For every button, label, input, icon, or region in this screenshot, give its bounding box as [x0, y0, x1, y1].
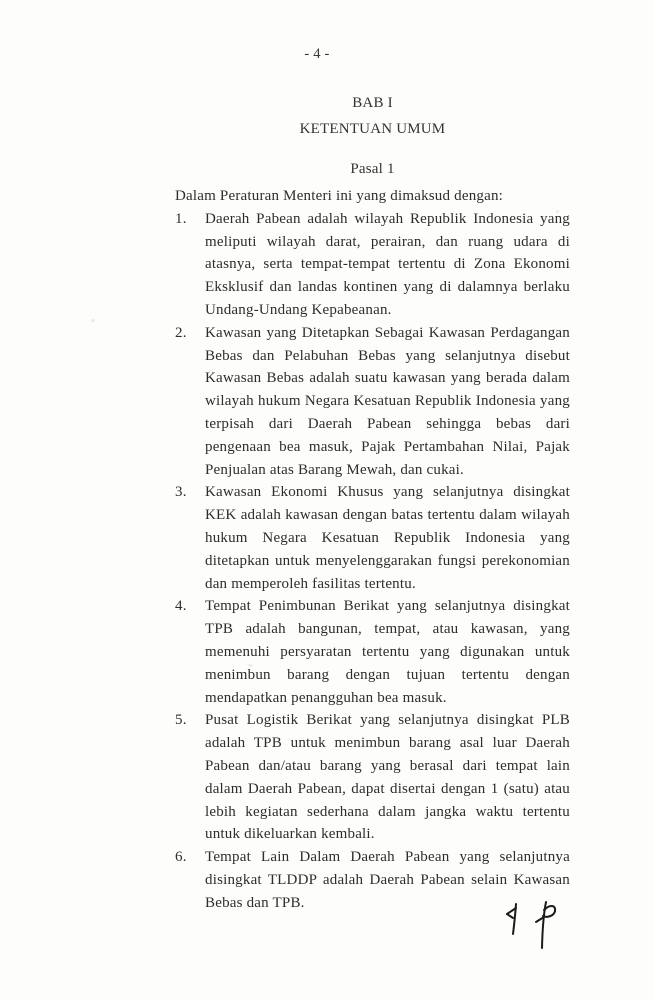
item-number: 5. [175, 712, 187, 729]
page-number: - 4 - [304, 46, 330, 62]
item-text: Kawasan yang Ditetapkan Sebagai Kawasan Perdagangan Bebas dan Pelabuhan Bebas yang selanjutnya disebut Kawasan Bebas adalah suatu kawasan yang berada dalam wilayah hukum Negara Kesatuan Republik Indonesia yang terpisah dari Daerah Pabean sehingga bebas dari pengenaan bea masuk, Pajak Pertambahan Nilai, Pajak Penjualan atas Barang Mewah, dan cukai. [205, 324, 570, 478]
scan-speck [91, 319, 95, 322]
item-text: Tempat Penimbunan Berikat yang selanjutnya disingkat TPB adalah bangunan, tempat, atau kawasan, yang memenuhi persyaratan tertentu yang digunakan untuk menimbun barang dengan tujuan tertentu dengan mendapatkan penangguhan bea masuk. [205, 598, 570, 706]
list-item [175, 322, 570, 482]
list-item [175, 481, 570, 595]
chapter-subtitle: KETENTUAN UMUM [299, 121, 446, 137]
chapter-title: BAB I [352, 95, 393, 111]
item-text: Pusat Logistik Berikat yang selanjutnya disingkat PLB adalah TPB untuk menimbun barang asal luar Daerah Pabean dan/atau barang yang berasal dari tempat lain dalam Daerah Pabean, dapat disertai dengan 1 (satu) atau lebih kegiatan sederhana dalam jangka waktu tertentu untuk dikeluarkan kembali. [205, 712, 570, 843]
article-title: Pasal 1 [350, 161, 395, 177]
handwritten-initials-mark [500, 896, 564, 954]
item-text: Daerah Pabean adalah wilayah Republik Indonesia yang meliputi wilayah darat, perairan, dan ruang udara di atasnya, serta tempat-tempat tertentu di Zona Ekonomi Eksklusif dan landas kontinen yang di dalamnya berlaku Undang-Undang Kepabeanan. [205, 210, 570, 318]
definitions-list [175, 208, 570, 915]
list-item [175, 595, 570, 709]
item-text: Kawasan Ekonomi Khusus yang selanjutnya disingkat KEK adalah kawasan dengan batas tertentu dalam wilayah hukum Negara Kesatuan Republik Indonesia yang ditetapkan untuk menyelenggarakan fungsi perekonomian dan memperoleh fasilitas tertentu. [205, 484, 570, 592]
list-item [175, 709, 570, 846]
item-number: 6. [175, 849, 187, 866]
item-text: Tempat Lain Dalam Daerah Pabean yang selanjutnya disingkat TLDDP adalah Daerah Pabean selain Kawasan Bebas dan TPB. [205, 849, 570, 911]
document-body [175, 92, 570, 915]
item-number: 2. [175, 324, 187, 341]
item-number: 1. [175, 210, 187, 227]
item-number: 3. [175, 484, 187, 501]
list-item [175, 208, 570, 322]
item-number: 4. [175, 598, 187, 615]
article-intro: Dalam Peraturan Menteri ini yang dimaksud dengan: [175, 188, 504, 204]
